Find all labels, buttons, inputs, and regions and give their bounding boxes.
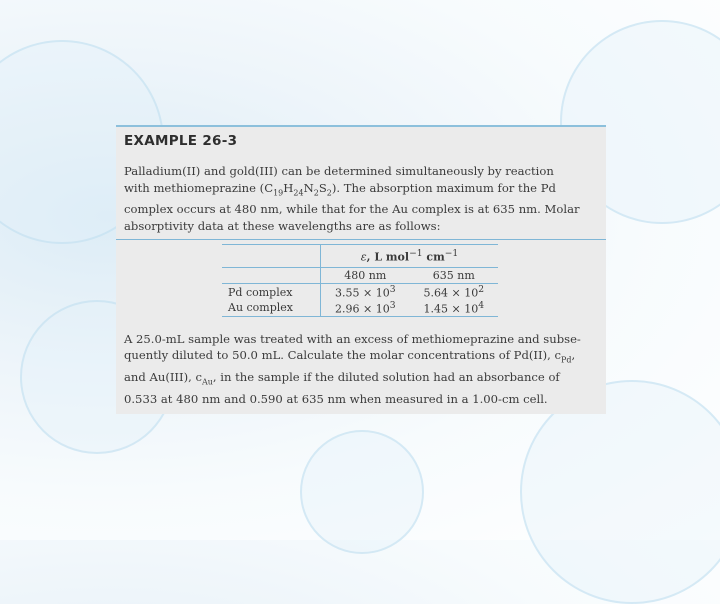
example-title: EXAMPLE 26-3: [124, 133, 238, 149]
problem-paragraph: A 25.0-mL sample was treated with an excess of methiomeprazine and subse- quently diluted to 50.0 mL. Calculate the molar concentrations of Pd(II), $c_{Pd}$, and Au(III), $c_{Au}$, in the sample if the diluted solution had an absorbance of 0.533 at 480 nm and 0.590 at 635 nm when measured in a 1.00-cm cell.: [124, 331, 581, 406]
example-card: [116, 125, 606, 414]
column-header: 635 nm: [410, 268, 498, 284]
table-header: ε, L mol$^{-1}$ $cm^{-1}$: [321, 245, 499, 268]
absorptivity-table: [222, 244, 498, 316]
section-divider: [116, 239, 606, 240]
table-row: Au complex $2.96 \times 10^3$ $1.45 \times 10^4$: [222, 300, 498, 316]
table-row: Pd complex $3.55 \times 10^3$ $5.64 \times 10^2$: [222, 284, 498, 300]
decorative-bubble: [300, 430, 424, 554]
intro-paragraph: Palladium(II) and gold(III) can be determined simultaneously by reaction with methiomeprazine $(C_{19}H_{24}N_2S_2)$. The absorption maximum for the Pd complex occurs at 480 nm, while that for the Au complex is at 635 nm. Molar absorptivity data at these wavelengths are as follows:: [124, 164, 580, 233]
column-header: 480 nm: [321, 268, 410, 284]
